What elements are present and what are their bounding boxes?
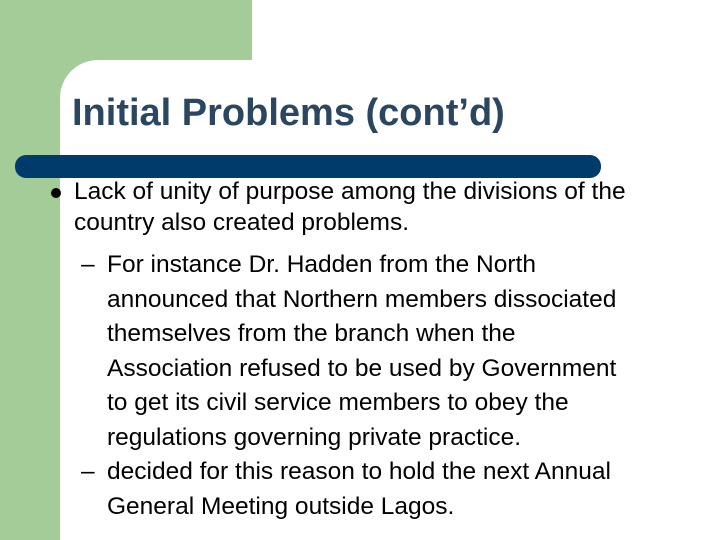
bullet-line: Lack of unity of purpose among the divisions of the [74, 178, 626, 205]
sub-bullet-line: announced that Northern members dissociated [107, 285, 617, 313]
sub-bullet-line: Association refused to be used by Government [107, 354, 617, 382]
sub-bullet-dash: – [81, 458, 95, 485]
sub-bullet-line: For instance Dr. Hadden from the North [107, 251, 536, 278]
main-bullet-text [74, 176, 714, 238]
sub-bullet-line: to get its civil service members to obey the [107, 389, 569, 416]
sub-bullet-line: General Meeting outside Lagos. [107, 492, 455, 520]
sub-bullet-hadden [107, 248, 707, 455]
sub-bullet-dash: – [81, 251, 95, 278]
bullet-dot-icon [51, 188, 61, 198]
title-underline-bar [15, 155, 601, 178]
slide-title: Initial Problems (cont’d) [72, 92, 505, 134]
sub-bullet-line: regulations governing private practice. [107, 423, 522, 451]
sub-bullet-line: themselves from the branch when the [107, 320, 516, 347]
bullet-line: country also created problems. [74, 209, 409, 236]
sub-bullet-agm [107, 455, 707, 524]
sub-bullet-line: decided for this reason to hold the next Annual [107, 458, 611, 485]
